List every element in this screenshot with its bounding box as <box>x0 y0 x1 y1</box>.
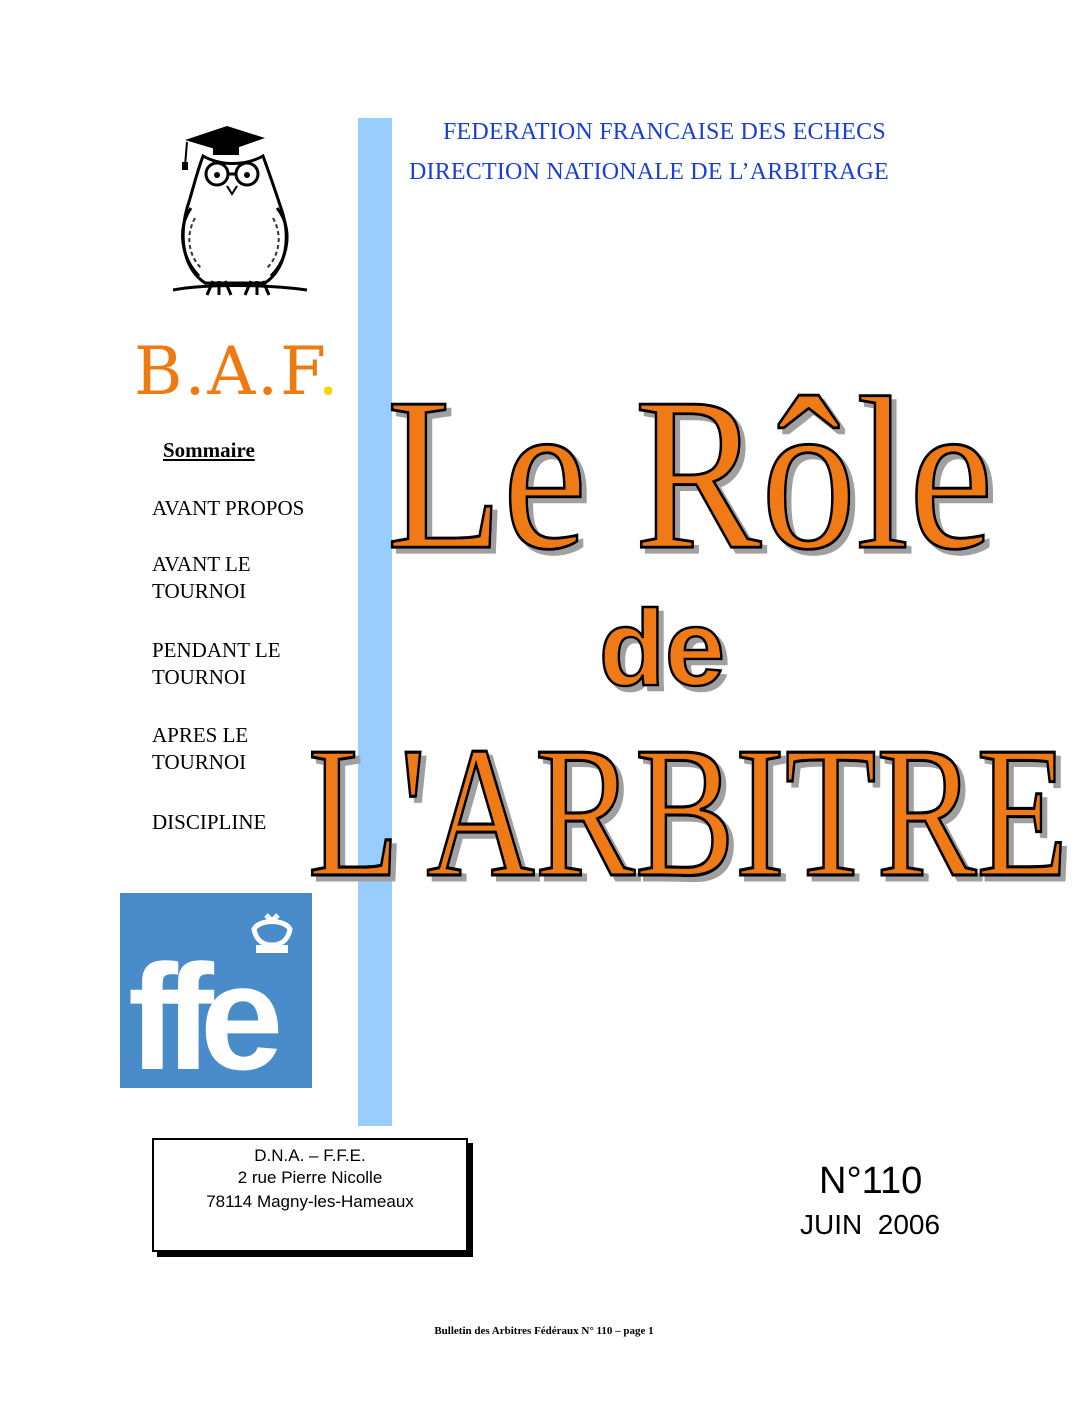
main-title <box>307 300 1069 1020</box>
toc-item-avant-propos <box>152 495 352 522</box>
issue-date: JUIN 2006 <box>800 1209 941 1240</box>
baf-letters: B.A.F <box>134 333 318 410</box>
title-line1: Le Rôle <box>386 354 994 596</box>
toc-item-pendant-le-tournoi <box>152 637 352 691</box>
toc-line: AVANT PROPOS <box>152 496 305 520</box>
ffe-logo <box>120 893 312 1101</box>
vertical-divider <box>358 118 392 1126</box>
toc-line: APRES LE <box>152 723 249 747</box>
address-box <box>152 1138 468 1252</box>
toc-line: TOURNOI <box>152 665 247 689</box>
direction-heading: DIRECTION NATIONALE DE L’ARBITRAGE <box>409 159 889 185</box>
page-footer: Bulletin des Arbitres Fédéraux N° 110 – page 1 <box>434 1325 654 1337</box>
toc-line: AVANT LE <box>152 552 251 576</box>
toc-line: TOURNOI <box>152 579 247 603</box>
toc-line: PENDANT LE <box>152 638 281 662</box>
baf-dot: . <box>317 333 341 410</box>
baf-title <box>134 333 341 410</box>
sommaire-title: Sommaire <box>163 438 255 462</box>
address-line: 78114 Magny-les-Hameaux <box>206 1192 414 1211</box>
ffe-logo-text: ffe <box>128 933 270 1101</box>
title-line2: de <box>598 587 726 708</box>
issue-number: N°110 <box>819 1160 923 1202</box>
toc-line: TOURNOI <box>152 750 247 774</box>
federation-heading: FEDERATION FRANCAISE DES ECHECS <box>443 119 886 145</box>
title-line3: L'ARBITRE <box>307 708 1069 916</box>
address-line: 2 rue Pierre Nicolle <box>237 1168 383 1187</box>
toc-item-avant-le-tournoi <box>152 551 352 605</box>
address-line: D.N.A. – F.F.E. <box>254 1146 366 1165</box>
owl-icon <box>165 118 315 303</box>
toc-line: DISCIPLINE <box>152 810 267 834</box>
